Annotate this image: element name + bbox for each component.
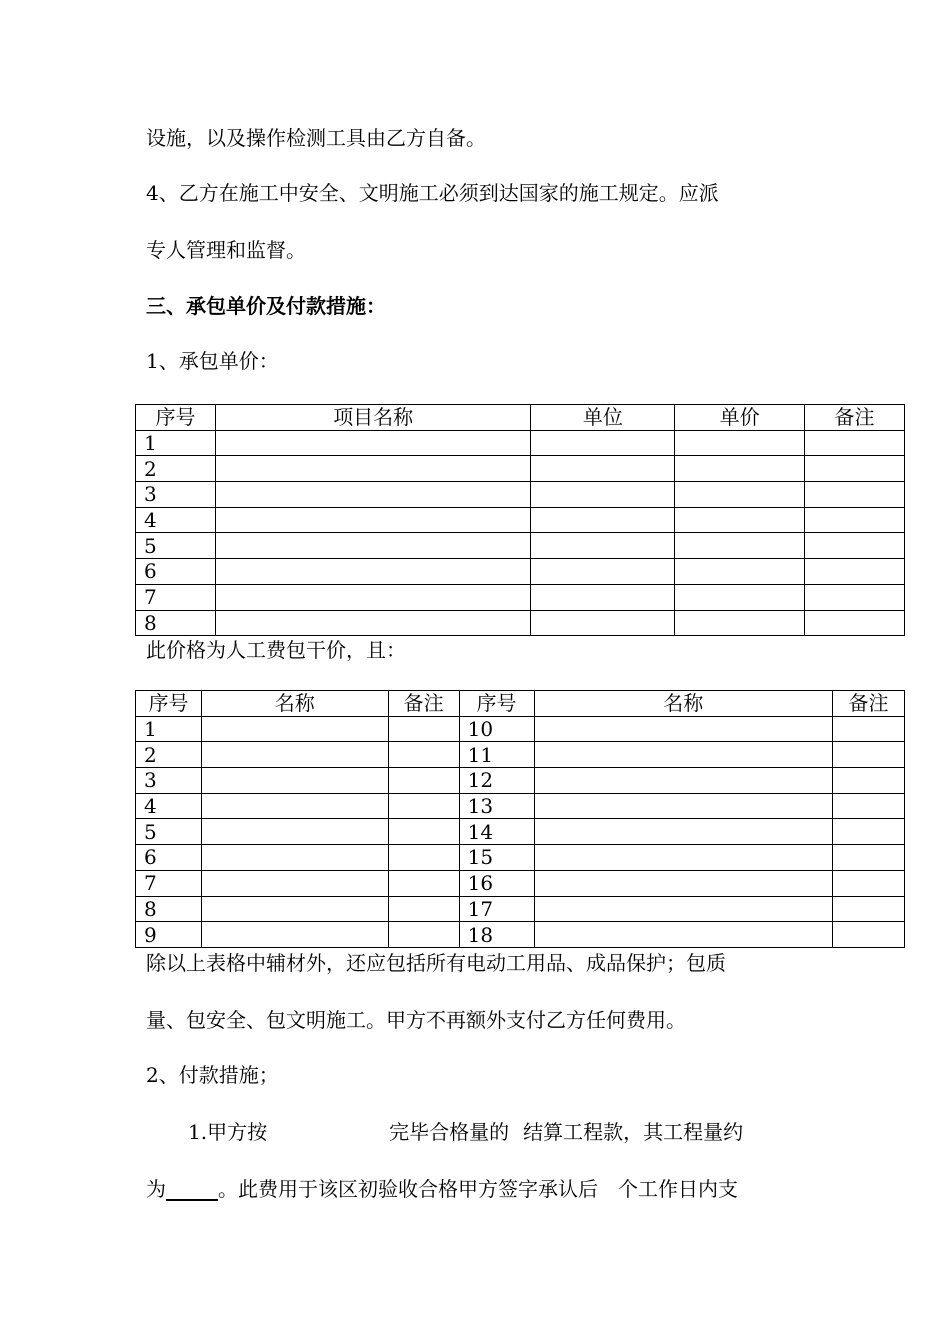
table-cell: [805, 610, 905, 636]
row-number: 13: [459, 793, 534, 819]
payment-line-2: [146, 1177, 738, 1201]
table-cell: [833, 742, 905, 768]
table-row: [136, 533, 905, 559]
table-cell: [833, 845, 905, 871]
table-cell: [534, 922, 833, 948]
table-cell: [201, 819, 388, 845]
table-cell: [805, 507, 905, 533]
table-row: [136, 742, 905, 768]
paragraph-extras-1: 除以上表格中辅材外，还应包括所有电动工用品、成品保护；包质: [146, 951, 726, 975]
table-cell: [201, 845, 388, 871]
row-number: 7: [136, 870, 202, 896]
table-row: [136, 430, 905, 456]
table-cell: [675, 610, 805, 636]
row-number: 9: [136, 922, 202, 948]
row-number: 7: [136, 584, 216, 610]
table-cell: [388, 716, 459, 742]
item-heading-unit-price: 1、承包单价：: [146, 349, 279, 373]
table-cell: [388, 845, 459, 871]
table-cell: [805, 533, 905, 559]
row-number: 8: [136, 896, 202, 922]
table-header-row: [136, 691, 905, 717]
paragraph-tools: 设施，以及操作检测工具由乙方自备。: [146, 126, 486, 150]
row-number: 5: [136, 533, 216, 559]
materials-table: [135, 690, 905, 948]
table-cell: [534, 870, 833, 896]
table-cell: [833, 896, 905, 922]
table-cell: [531, 456, 675, 482]
column-header: 单位: [531, 405, 675, 431]
table-cell: [534, 819, 833, 845]
table-cell: [534, 716, 833, 742]
item-heading-payment: 2、付款措施；: [146, 1063, 279, 1087]
column-header: 单价: [675, 405, 805, 431]
table-cell: [531, 430, 675, 456]
table-row: [136, 819, 905, 845]
table-cell: [388, 922, 459, 948]
table-cell: [531, 482, 675, 508]
table-cell: [215, 533, 531, 559]
table-cell: [531, 584, 675, 610]
table-cell: [531, 533, 675, 559]
table-cell: [833, 716, 905, 742]
row-number: 2: [136, 742, 202, 768]
paragraph-supervision: 专人管理和监督。: [146, 238, 306, 262]
table-row: [136, 922, 905, 948]
table-row: [136, 793, 905, 819]
table-row: [136, 456, 905, 482]
row-number: 2: [136, 456, 216, 482]
table-cell: [388, 870, 459, 896]
row-number: 11: [459, 742, 534, 768]
row-number: 4: [136, 507, 216, 533]
table-cell: [531, 559, 675, 585]
table-row: [136, 482, 905, 508]
payment-line-1: [188, 1120, 743, 1144]
table-row: [136, 896, 905, 922]
row-number: 3: [136, 482, 216, 508]
row-number: 6: [136, 559, 216, 585]
table-cell: [201, 793, 388, 819]
table-cell: [675, 456, 805, 482]
table-row: [136, 870, 905, 896]
table-cell: [675, 482, 805, 508]
table-cell: [201, 742, 388, 768]
table-cell: [805, 482, 905, 508]
table-cell: [388, 793, 459, 819]
table-cell: [215, 456, 531, 482]
table-cell: [675, 559, 805, 585]
table-cell: [534, 845, 833, 871]
paragraph-safety: 4、乙方在施工中安全、文明施工必须到达国家的施工规定。应派: [146, 181, 719, 205]
row-number: 14: [459, 819, 534, 845]
column-header: 序号: [136, 405, 216, 431]
table-cell: [215, 559, 531, 585]
table-cell: [531, 610, 675, 636]
row-number: 18: [459, 922, 534, 948]
column-header: 序号: [136, 691, 202, 717]
table-cell: [805, 559, 905, 585]
row-number: 17: [459, 896, 534, 922]
row-number: 6: [136, 845, 202, 871]
table-cell: [534, 742, 833, 768]
table-cell: [531, 507, 675, 533]
table-cell: [201, 870, 388, 896]
payment-text: 结算工程款，其工程量约: [523, 1120, 744, 1144]
table-cell: [675, 584, 805, 610]
row-number: 4: [136, 793, 202, 819]
table-cell: [201, 922, 388, 948]
table-cell: [805, 456, 905, 482]
paragraph-price-note: 此价格为人工费包干价，且：: [146, 638, 406, 662]
table-cell: [201, 768, 388, 794]
column-header: 项目名称: [215, 405, 531, 431]
payment-text: 完毕合格量的: [389, 1120, 510, 1144]
table-cell: [388, 896, 459, 922]
column-header: 名称: [201, 691, 388, 717]
column-header: 备注: [388, 691, 459, 717]
table-cell: [215, 430, 531, 456]
column-header: 备注: [833, 691, 905, 717]
row-number: 16: [459, 870, 534, 896]
row-number: 1: [136, 430, 216, 456]
table-cell: [215, 584, 531, 610]
table-cell: [833, 819, 905, 845]
row-number: 12: [459, 768, 534, 794]
table-header-row: [136, 405, 905, 431]
row-number: 15: [459, 845, 534, 871]
column-header: 名称: [534, 691, 833, 717]
table-cell: [388, 742, 459, 768]
table-cell: [833, 870, 905, 896]
section-heading-3: 三、承包单价及付款措施：: [146, 294, 386, 318]
unit-price-table: [135, 404, 905, 636]
table-cell: [534, 793, 833, 819]
table-row: [136, 584, 905, 610]
table-cell: [534, 896, 833, 922]
table-row: [136, 610, 905, 636]
table-row: [136, 507, 905, 533]
paragraph-extras-2: 量、包安全、包文明施工。甲方不再额外支付乙方任何费用。: [146, 1008, 686, 1032]
payment-text: 个工作日内支: [618, 1177, 738, 1201]
table-cell: [534, 768, 833, 794]
table-cell: [805, 430, 905, 456]
payment-text: 1.甲方按: [188, 1120, 268, 1144]
table-row: [136, 559, 905, 585]
row-number: 8: [136, 610, 216, 636]
row-number: 3: [136, 768, 202, 794]
table-row: [136, 716, 905, 742]
table-cell: [675, 430, 805, 456]
table-cell: [833, 793, 905, 819]
column-header: 备注: [805, 405, 905, 431]
table-cell: [215, 507, 531, 533]
table-cell: [833, 768, 905, 794]
table-row: [136, 768, 905, 794]
payment-text: 。此费用于该区初验收合格甲方签字承认后: [218, 1177, 598, 1201]
table-cell: [675, 533, 805, 559]
table-cell: [215, 482, 531, 508]
table-cell: [201, 896, 388, 922]
table-cell: [215, 610, 531, 636]
table-cell: [388, 768, 459, 794]
table-cell: [675, 507, 805, 533]
row-number: 10: [459, 716, 534, 742]
table-cell: [805, 584, 905, 610]
payment-text: 为: [146, 1177, 166, 1201]
row-number: 1: [136, 716, 202, 742]
table-cell: [388, 819, 459, 845]
table-cell: [833, 922, 905, 948]
row-number: 5: [136, 819, 202, 845]
amount-blank: [166, 1179, 218, 1201]
column-header: 序号: [459, 691, 534, 717]
table-cell: [201, 716, 388, 742]
table-row: [136, 845, 905, 871]
